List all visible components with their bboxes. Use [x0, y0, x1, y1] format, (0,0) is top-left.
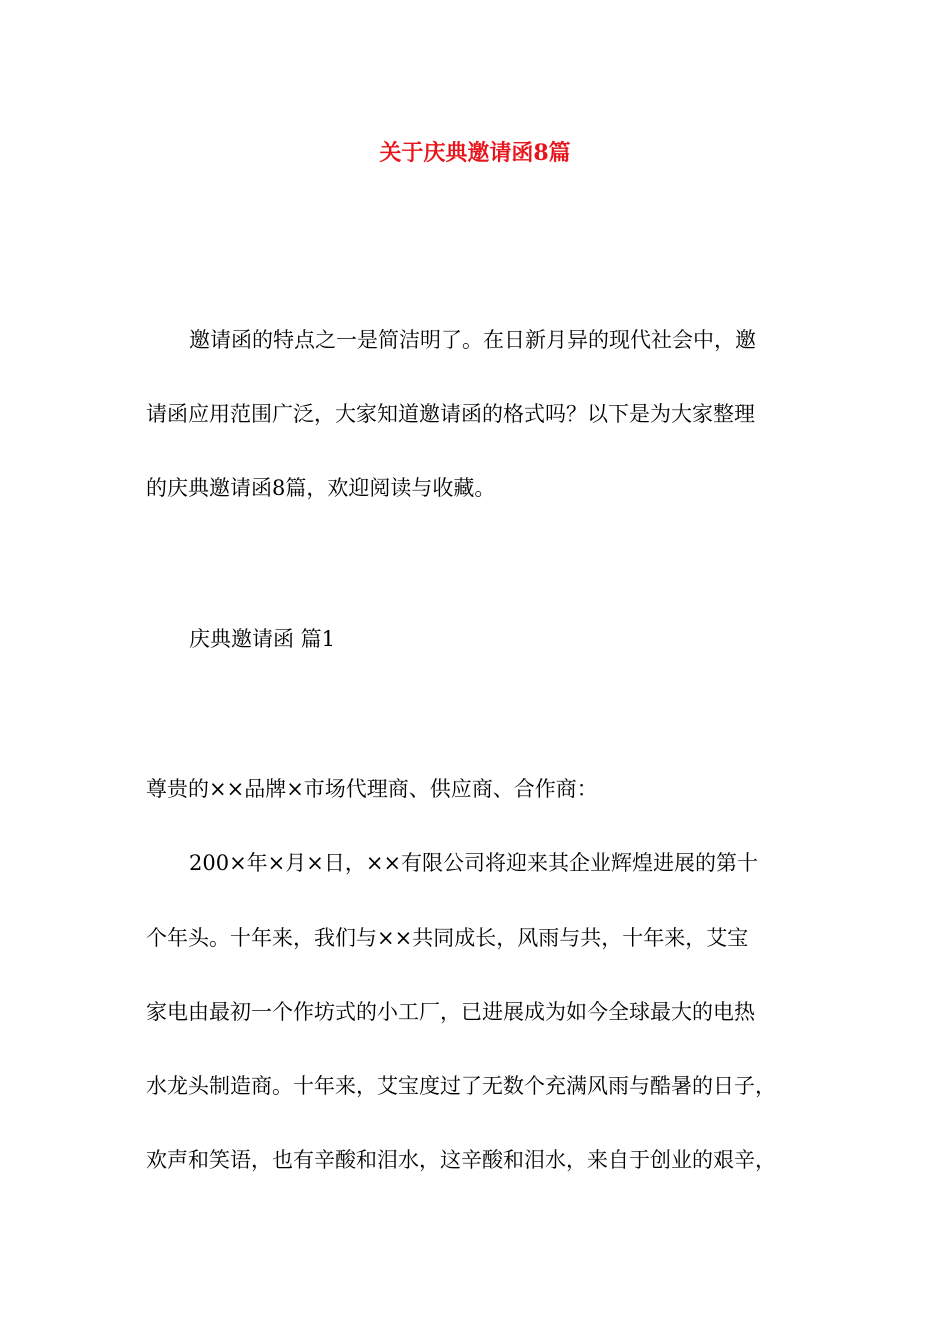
- body-line-1: 200×年×月×日，××有限公司将迎来其企业辉煌进展的第十: [189, 851, 759, 875]
- body-line-3: 家电由最初一个作坊式的小工厂，已进展成为如今全球最大的电热: [146, 1000, 755, 1024]
- section-heading: 庆典邀请函 篇1: [189, 627, 336, 651]
- intro-line-1: 邀请函的特点之一是简洁明了。在日新月异的现代社会中，邀: [189, 328, 756, 352]
- intro-line-2: 请函应用范围广泛，大家知道邀请函的格式吗？以下是为大家整理: [146, 402, 755, 426]
- body-line-2: 个年头。十年来，我们与××共同成长，风雨与共，十年来，艾宝: [146, 926, 749, 950]
- intro-line-3: 的庆典邀请函8篇，欢迎阅读与收藏。: [146, 476, 496, 500]
- body-line-4: 水龙头制造商。十年来，艾宝度过了无数个充满风雨与酷暑的日子，: [146, 1074, 776, 1098]
- document-title: 关于庆典邀请函8篇: [379, 140, 571, 166]
- body-line-5: 欢声和笑语，也有辛酸和泪水，这辛酸和泪水，来自于创业的艰辛，: [146, 1148, 776, 1172]
- salutation: 尊贵的××品牌×市场代理商、供应商、合作商：: [146, 777, 598, 801]
